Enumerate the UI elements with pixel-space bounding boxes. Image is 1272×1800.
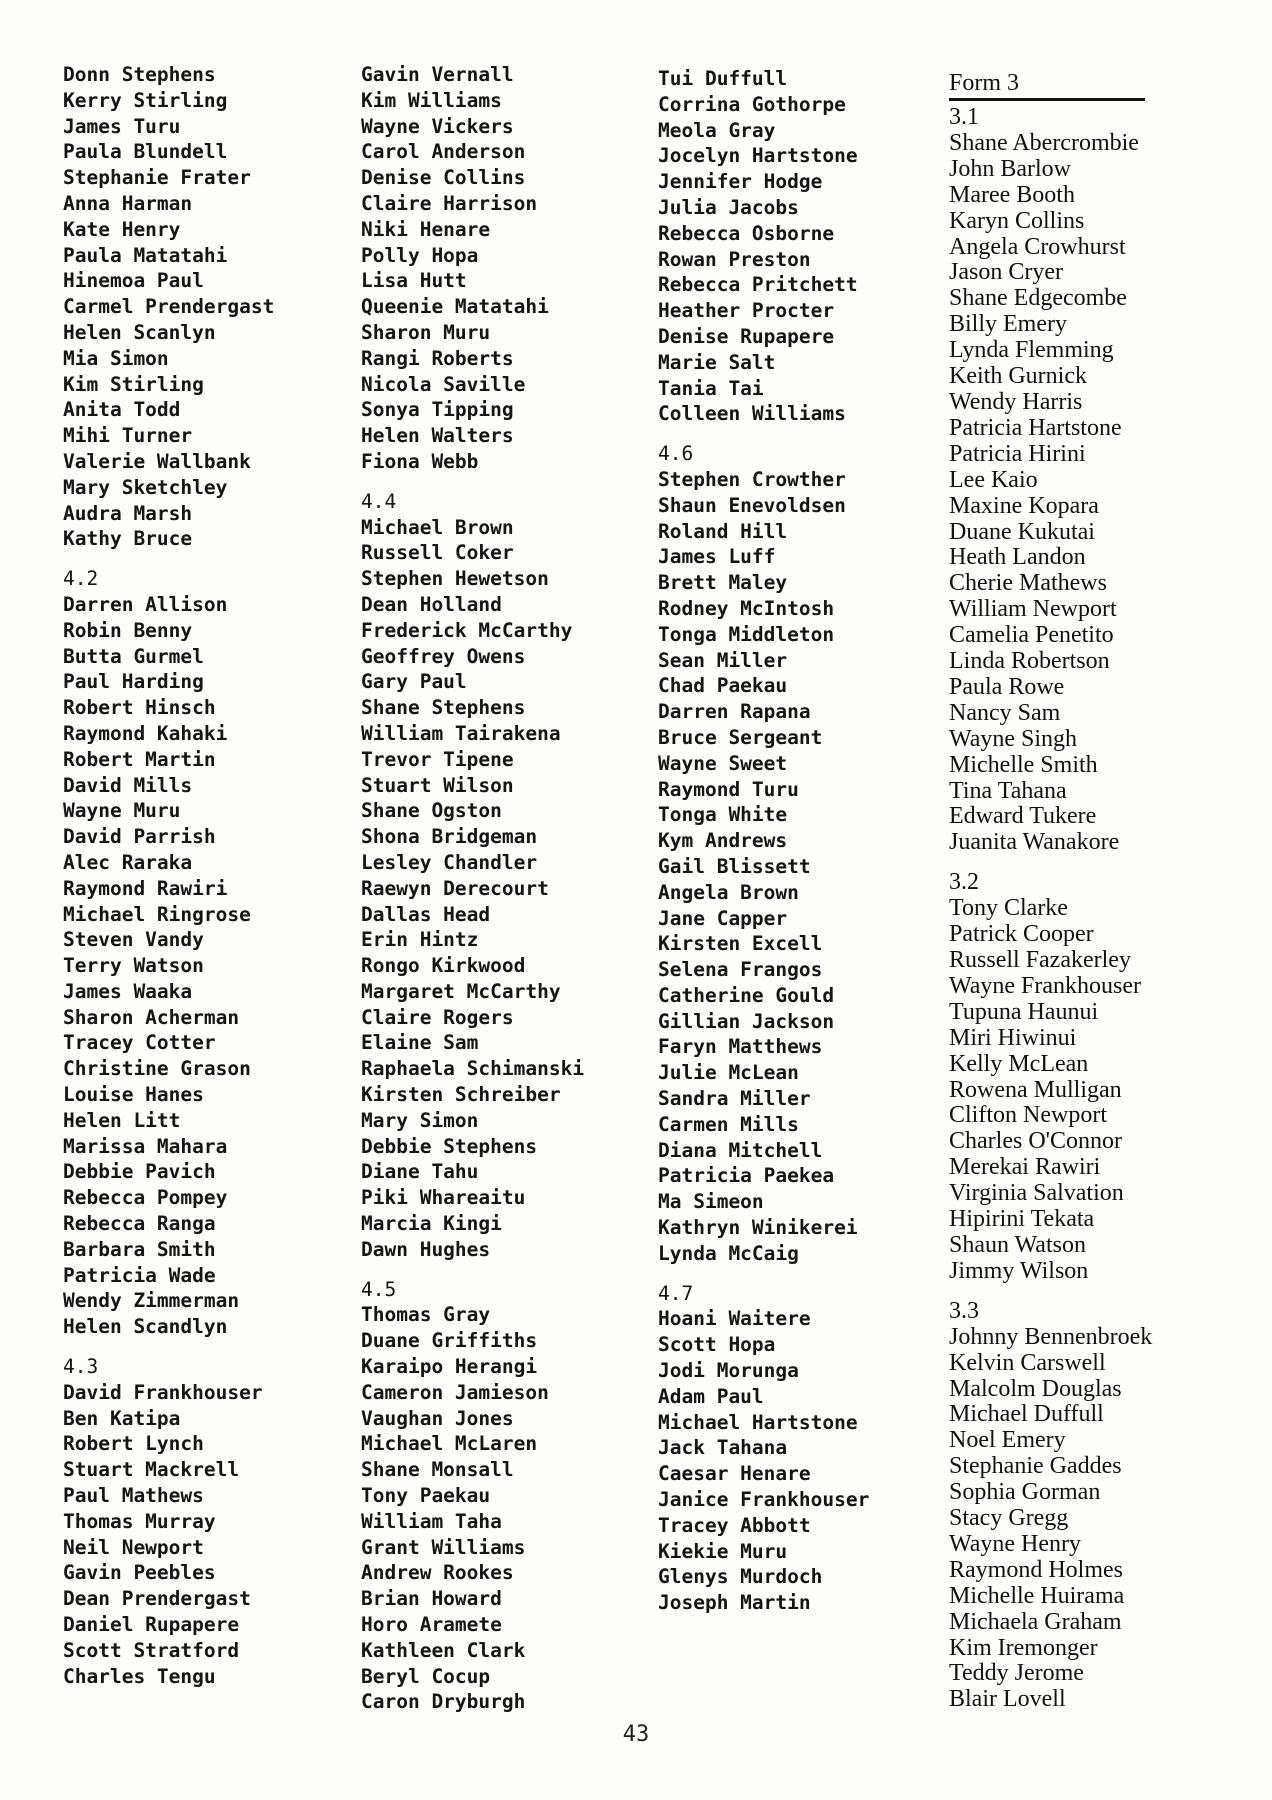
class-label: 4.6: [658, 442, 694, 466]
student-name: Jodi Morunga: [658, 1359, 799, 1383]
student-name: Karaipo Herangi: [361, 1355, 538, 1379]
student-name: Fiona Webb: [361, 449, 479, 473]
student-name: Tina Tahana: [949, 777, 1067, 804]
student-name: Tonga Middleton: [658, 622, 835, 646]
student-name: Butta Gurmel: [63, 644, 204, 668]
class-section: [63, 1354, 274, 1689]
student-name: Rebecca Pompey: [63, 1186, 228, 1210]
student-name: Shane Stephens: [361, 696, 526, 720]
student-name: Kirsten Excell: [658, 932, 823, 956]
student-name: Horo Aramete: [361, 1613, 502, 1637]
student-name: Carmen Mills: [658, 1112, 799, 1136]
student-name: Paula Matatahi: [63, 243, 228, 267]
student-name: Michael Ringrose: [63, 902, 251, 926]
student-name: Raymond Holmes: [949, 1556, 1123, 1583]
student-name: Darren Allison: [63, 592, 228, 616]
student-name: Wayne Henry: [949, 1530, 1082, 1557]
student-name: Ben Katipa: [63, 1406, 181, 1430]
student-name: Donn Stephens: [63, 63, 216, 86]
student-name: Kim Iremonger: [949, 1634, 1098, 1661]
page-number: 43: [622, 1722, 650, 1747]
class-section: [658, 1281, 869, 1616]
student-name: Dean Prendergast: [63, 1587, 251, 1611]
student-name: Kym Andrews: [658, 829, 788, 853]
student-name: Michael McLaren: [361, 1432, 538, 1456]
student-name: Margaret McCarthy: [361, 979, 561, 1003]
student-name: Patricia Wade: [63, 1263, 216, 1287]
student-name: James Waaka: [63, 979, 193, 1003]
student-name: Rebecca Ranga: [63, 1212, 216, 1236]
student-name: Raymond Kahaki: [63, 721, 228, 745]
student-name: Adam Paul: [658, 1384, 764, 1408]
student-name: Jimmy Wilson: [949, 1257, 1089, 1284]
student-name: Anita Todd: [63, 398, 181, 422]
student-name: David Mills: [63, 773, 193, 797]
student-name: Shane Monsall: [361, 1458, 514, 1482]
student-name: Piki Whareaitu: [361, 1186, 526, 1210]
student-name: Helen Walters: [361, 424, 514, 448]
student-name: Stephen Hewetson: [361, 567, 549, 591]
student-name: Raymond Rawiri: [63, 876, 228, 900]
student-name: Miri Hiwinui: [949, 1024, 1077, 1051]
student-name: Tony Paekau: [361, 1484, 491, 1508]
student-name: Camelia Penetito: [949, 622, 1114, 649]
student-name: Rowena Mulligan: [949, 1076, 1122, 1103]
student-name: Roland Hill: [658, 519, 788, 543]
student-name: Selena Frangos: [658, 958, 823, 982]
student-name: Shaun Enevoldsen: [658, 493, 846, 517]
student-name: Vaughan Jones: [361, 1406, 514, 1430]
class-section: [63, 62, 274, 552]
class-section: [361, 489, 584, 1263]
column-3: [658, 66, 869, 1616]
student-name: Hoani Waitere: [658, 1307, 811, 1331]
student-name: Malcolm Douglas: [949, 1375, 1122, 1402]
student-name: Maxine Kopara: [949, 492, 1099, 519]
student-name: Polly Hopa: [361, 243, 479, 267]
class-section: [658, 66, 869, 427]
student-name: Sandra Miller: [658, 1087, 811, 1111]
student-name: Meola Gray: [658, 118, 776, 142]
student-name: Mary Sketchley: [63, 475, 228, 499]
student-name: Stacy Gregg: [949, 1505, 1069, 1532]
student-name: Mia Simon: [63, 346, 169, 370]
student-name: Patricia Paekea: [658, 1164, 835, 1188]
student-name: Kelvin Carswell: [949, 1349, 1106, 1376]
class-section: [949, 870, 1152, 1285]
student-name: Beryl Cocup: [361, 1664, 491, 1688]
student-name: Virginia Salvation: [949, 1180, 1124, 1207]
student-name: Stuart Wilson: [361, 773, 514, 797]
student-name: Dawn Hughes: [361, 1237, 491, 1261]
student-name: Stephanie Frater: [63, 166, 251, 190]
student-name: Rongo Kirkwood: [361, 954, 526, 978]
student-name: Paula Rowe: [949, 673, 1065, 700]
student-name: Brian Howard: [361, 1587, 502, 1611]
student-name: Bruce Sergeant: [658, 725, 823, 749]
student-name: Jack Tahana: [658, 1436, 788, 1460]
student-name: Trevor Tipene: [361, 747, 514, 771]
student-name: Thomas Murray: [63, 1509, 216, 1533]
student-name: Raphaela Schimanski: [361, 1057, 585, 1081]
student-name: Valerie Wallbank: [63, 449, 251, 473]
student-name: Sharon Acherman: [63, 1005, 240, 1029]
student-name: Keith Gurnick: [949, 363, 1087, 390]
student-name: Helen Scandlyn: [63, 1315, 228, 1339]
student-name: Scott Stratford: [63, 1638, 240, 1662]
class-label: 3.1: [949, 104, 979, 130]
student-name: Neil Newport: [63, 1535, 204, 1559]
student-name: Helen Litt: [63, 1108, 181, 1132]
student-name: Julia Jacobs: [658, 195, 799, 219]
student-name: Paula Blundell: [63, 140, 228, 164]
student-name: David Parrish: [63, 825, 216, 849]
student-name: Lynda McCaig: [658, 1241, 799, 1265]
student-name: Rangi Roberts: [361, 346, 514, 370]
student-name: Corrina Gothorpe: [658, 92, 846, 116]
student-name: Shaun Watson: [949, 1231, 1086, 1258]
student-name: Tonga White: [658, 803, 788, 827]
student-name: Patricia Hartstone: [949, 414, 1122, 441]
student-name: Jane Capper: [658, 906, 788, 930]
student-name: Sean Miller: [658, 648, 788, 672]
student-name: Geoffrey Owens: [361, 644, 526, 668]
student-name: Denise Collins: [361, 166, 526, 190]
student-name: Diane Tahu: [361, 1160, 479, 1184]
student-name: Jocelyn Hartstone: [658, 144, 858, 168]
student-name: Gavin Peebles: [63, 1561, 216, 1585]
student-name: Niki Henare: [361, 217, 491, 241]
student-name: Jennifer Hodge: [658, 170, 823, 194]
student-name: David Frankhouser: [63, 1380, 263, 1404]
student-name: Wayne Muru: [63, 799, 181, 823]
student-name: Julie McLean: [658, 1061, 799, 1085]
student-name: Dallas Head: [361, 902, 491, 926]
student-name: Debbie Pavich: [63, 1160, 216, 1184]
student-name: Tony Clarke: [949, 895, 1068, 922]
student-name: Nancy Sam: [949, 699, 1061, 726]
student-name: Merekai Rawiri: [949, 1154, 1101, 1181]
student-name: Gavin Vernall: [361, 63, 514, 86]
student-name: Sonya Tipping: [361, 398, 514, 422]
student-name: Caesar Henare: [658, 1462, 811, 1486]
class-section: [63, 566, 274, 1340]
student-name: Angela Brown: [658, 880, 799, 904]
student-name: Marie Salt: [658, 350, 776, 374]
student-name: Patrick Cooper: [949, 921, 1094, 948]
class-section: [361, 1277, 584, 1716]
student-name: Darren Rapana: [658, 700, 811, 724]
student-name: Michael Hartstone: [658, 1410, 858, 1434]
class-section: [949, 105, 1152, 856]
student-name: Joseph Martin: [658, 1591, 811, 1615]
class-section: [361, 62, 584, 475]
form-title: Form 3: [949, 70, 1145, 101]
student-name: Hinemoa Paul: [63, 269, 204, 293]
student-name: Cherie Mathews: [949, 570, 1107, 597]
student-name: Rebecca Osborne: [658, 221, 835, 245]
student-name: Tracey Abbott: [658, 1513, 811, 1537]
column-4: [949, 70, 1152, 1713]
class-label: 4.4: [361, 489, 397, 513]
column-2: [361, 62, 584, 1715]
student-name: Claire Rogers: [361, 1005, 514, 1029]
student-name: Carmel Prendergast: [63, 295, 275, 319]
class-label: 4.5: [361, 1277, 397, 1301]
class-label: 4.2: [63, 567, 99, 591]
student-name: John Barlow: [949, 155, 1071, 182]
student-name: Denise Rupapere: [658, 324, 835, 348]
student-name: Shona Bridgeman: [361, 825, 538, 849]
class-label: 4.7: [658, 1281, 694, 1305]
student-name: Kelly McLean: [949, 1050, 1089, 1077]
student-name: Tupuna Haunui: [949, 998, 1099, 1025]
student-name: James Luff: [658, 545, 776, 569]
student-name: Daniel Rupapere: [63, 1613, 240, 1637]
student-name: Kiekie Muru: [658, 1539, 788, 1563]
student-name: Terry Watson: [63, 954, 204, 978]
student-name: Andrew Rookes: [361, 1561, 514, 1585]
student-name: Kim Stirling: [63, 372, 204, 396]
student-name: Tracey Cotter: [63, 1031, 216, 1055]
column-1: [63, 62, 274, 1689]
student-name: Paul Mathews: [63, 1484, 204, 1508]
student-name: Rebecca Pritchett: [658, 273, 858, 297]
student-name: Heather Procter: [658, 299, 835, 323]
student-name: Ma Simeon: [658, 1190, 764, 1214]
class-section: [658, 441, 869, 1267]
student-name: Janice Frankhouser: [658, 1488, 870, 1512]
student-name: Chad Paekau: [658, 674, 788, 698]
student-name: Frederick McCarthy: [361, 618, 573, 642]
student-name: Kerry Stirling: [63, 88, 228, 112]
student-name: Lynda Flemming: [949, 337, 1114, 364]
student-name: Michaela Graham: [949, 1608, 1122, 1635]
student-name: Erin Hintz: [361, 928, 479, 952]
student-name: William Newport: [949, 596, 1117, 623]
student-name: Maree Booth: [949, 181, 1075, 208]
student-name: Wayne Sweet: [658, 751, 788, 775]
student-name: Glenys Murdoch: [658, 1565, 823, 1589]
student-name: Scott Hopa: [658, 1333, 776, 1357]
student-name: Caron Dryburgh: [361, 1690, 526, 1714]
student-name: Paul Harding: [63, 670, 204, 694]
student-name: Robert Hinsch: [63, 696, 216, 720]
student-name: Thomas Gray: [361, 1303, 491, 1327]
student-name: Wendy Zimmerman: [63, 1289, 240, 1313]
student-name: Charles Tengu: [63, 1664, 216, 1688]
student-name: Shane Edgecombe: [949, 285, 1127, 312]
student-name: Shane Abercrombie: [949, 129, 1139, 156]
student-name: Diana Mitchell: [658, 1138, 823, 1162]
student-name: Faryn Matthews: [658, 1035, 823, 1059]
class-label: 3.3: [949, 1297, 979, 1324]
student-name: Gary Paul: [361, 670, 467, 694]
student-name: Jason Cryer: [949, 259, 1063, 286]
student-name: Angela Crowhurst: [949, 233, 1126, 260]
student-name: Karyn Collins: [949, 207, 1085, 234]
student-name: Grant Williams: [361, 1535, 526, 1559]
student-name: Juanita Wanakore: [949, 829, 1120, 856]
student-name: Michelle Huirama: [949, 1582, 1125, 1609]
student-name: Charles O'Connor: [949, 1128, 1122, 1155]
student-name: Tui Duffull: [658, 67, 788, 90]
student-name: Dean Holland: [361, 592, 502, 616]
student-name: Wendy Harris: [949, 388, 1083, 415]
student-name: Cameron Jamieson: [361, 1380, 549, 1404]
student-name: Edward Tukere: [949, 803, 1097, 830]
student-name: Stephen Crowther: [658, 467, 846, 491]
student-name: Gail Blissett: [658, 854, 811, 878]
student-name: Wayne Frankhouser: [949, 972, 1142, 999]
student-name: Mihi Turner: [63, 424, 193, 448]
student-name: Alec Raraka: [63, 850, 193, 874]
student-name: Brett Maley: [658, 571, 788, 595]
student-name: Louise Hanes: [63, 1083, 204, 1107]
student-name: Kathryn Winikerei: [658, 1216, 858, 1240]
class-label: 3.2: [949, 869, 979, 896]
student-name: Lesley Chandler: [361, 850, 538, 874]
student-name: Lee Kaio: [949, 466, 1038, 493]
student-name: Robert Martin: [63, 747, 216, 771]
student-name: Raewyn Derecourt: [361, 876, 549, 900]
student-name: Marissa Mahara: [63, 1134, 228, 1158]
student-name: Michael Brown: [361, 515, 514, 539]
student-name: Queenie Matatahi: [361, 295, 549, 319]
student-name: James Turu: [63, 114, 181, 138]
student-name: Robin Benny: [63, 618, 193, 642]
student-name: Wayne Singh: [949, 725, 1078, 752]
student-name: Gillian Jackson: [658, 1009, 835, 1033]
student-name: Hipirini Tekata: [949, 1206, 1095, 1233]
student-name: Christine Grason: [63, 1057, 251, 1081]
student-name: Duane Griffiths: [361, 1329, 538, 1353]
student-name: Wayne Vickers: [361, 114, 514, 138]
class-label: 4.3: [63, 1355, 99, 1379]
student-name: Patricia Hirini: [949, 440, 1086, 467]
student-name: Lisa Hutt: [361, 269, 467, 293]
student-name: Johnny Bennenbroek: [949, 1323, 1153, 1350]
student-name: Sophia Gorman: [949, 1479, 1101, 1506]
student-name: Shane Ogston: [361, 799, 502, 823]
student-name: Elaine Sam: [361, 1031, 479, 1055]
student-name: Heath Landon: [949, 544, 1086, 571]
student-name: Michael Duffull: [949, 1401, 1104, 1428]
student-name: Raymond Turu: [658, 777, 799, 801]
student-name: Carol Anderson: [361, 140, 526, 164]
student-name: Rowan Preston: [658, 247, 811, 271]
student-name: Linda Robertson: [949, 648, 1110, 675]
student-name: Claire Harrison: [361, 191, 538, 215]
student-name: Debbie Stephens: [361, 1134, 538, 1158]
student-name: Barbara Smith: [63, 1237, 216, 1261]
student-name: Marcia Kingi: [361, 1212, 502, 1236]
student-name: Clifton Newport: [949, 1102, 1107, 1129]
student-name: Noel Emery: [949, 1427, 1066, 1454]
student-name: Kate Henry: [63, 217, 181, 241]
student-name: Tania Tai: [658, 376, 764, 400]
student-name: Kathy Bruce: [63, 527, 193, 551]
student-name: William Tairakena: [361, 721, 561, 745]
student-name: Steven Vandy: [63, 928, 204, 952]
student-name: Kim Williams: [361, 88, 502, 112]
student-name: Sharon Muru: [361, 320, 491, 344]
student-name: Blair Lovell: [949, 1686, 1066, 1713]
student-name: Anna Harman: [63, 191, 193, 215]
student-name: Stephanie Gaddes: [949, 1453, 1122, 1480]
student-name: Duane Kukutai: [949, 518, 1095, 545]
student-name: Stuart Mackrell: [63, 1458, 240, 1482]
student-name: William Taha: [361, 1509, 502, 1533]
student-name: Kirsten Schreiber: [361, 1083, 561, 1107]
student-name: Audra Marsh: [63, 501, 193, 525]
student-name: Catherine Gould: [658, 983, 835, 1007]
student-name: Mary Simon: [361, 1108, 479, 1132]
student-name: Russell Coker: [361, 541, 514, 565]
student-name: Helen Scanlyn: [63, 320, 216, 344]
student-name: Kathleen Clark: [361, 1638, 526, 1662]
student-name: Michelle Smith: [949, 751, 1098, 778]
class-section: [949, 1299, 1152, 1714]
student-name: Nicola Saville: [361, 372, 526, 396]
student-name: Teddy Jerome: [949, 1660, 1084, 1687]
student-name: Colleen Williams: [658, 402, 846, 426]
student-name: Rodney McIntosh: [658, 596, 835, 620]
student-name: Billy Emery: [949, 311, 1067, 338]
student-name: Robert Lynch: [63, 1432, 204, 1456]
student-name: Russell Fazakerley: [949, 947, 1131, 973]
